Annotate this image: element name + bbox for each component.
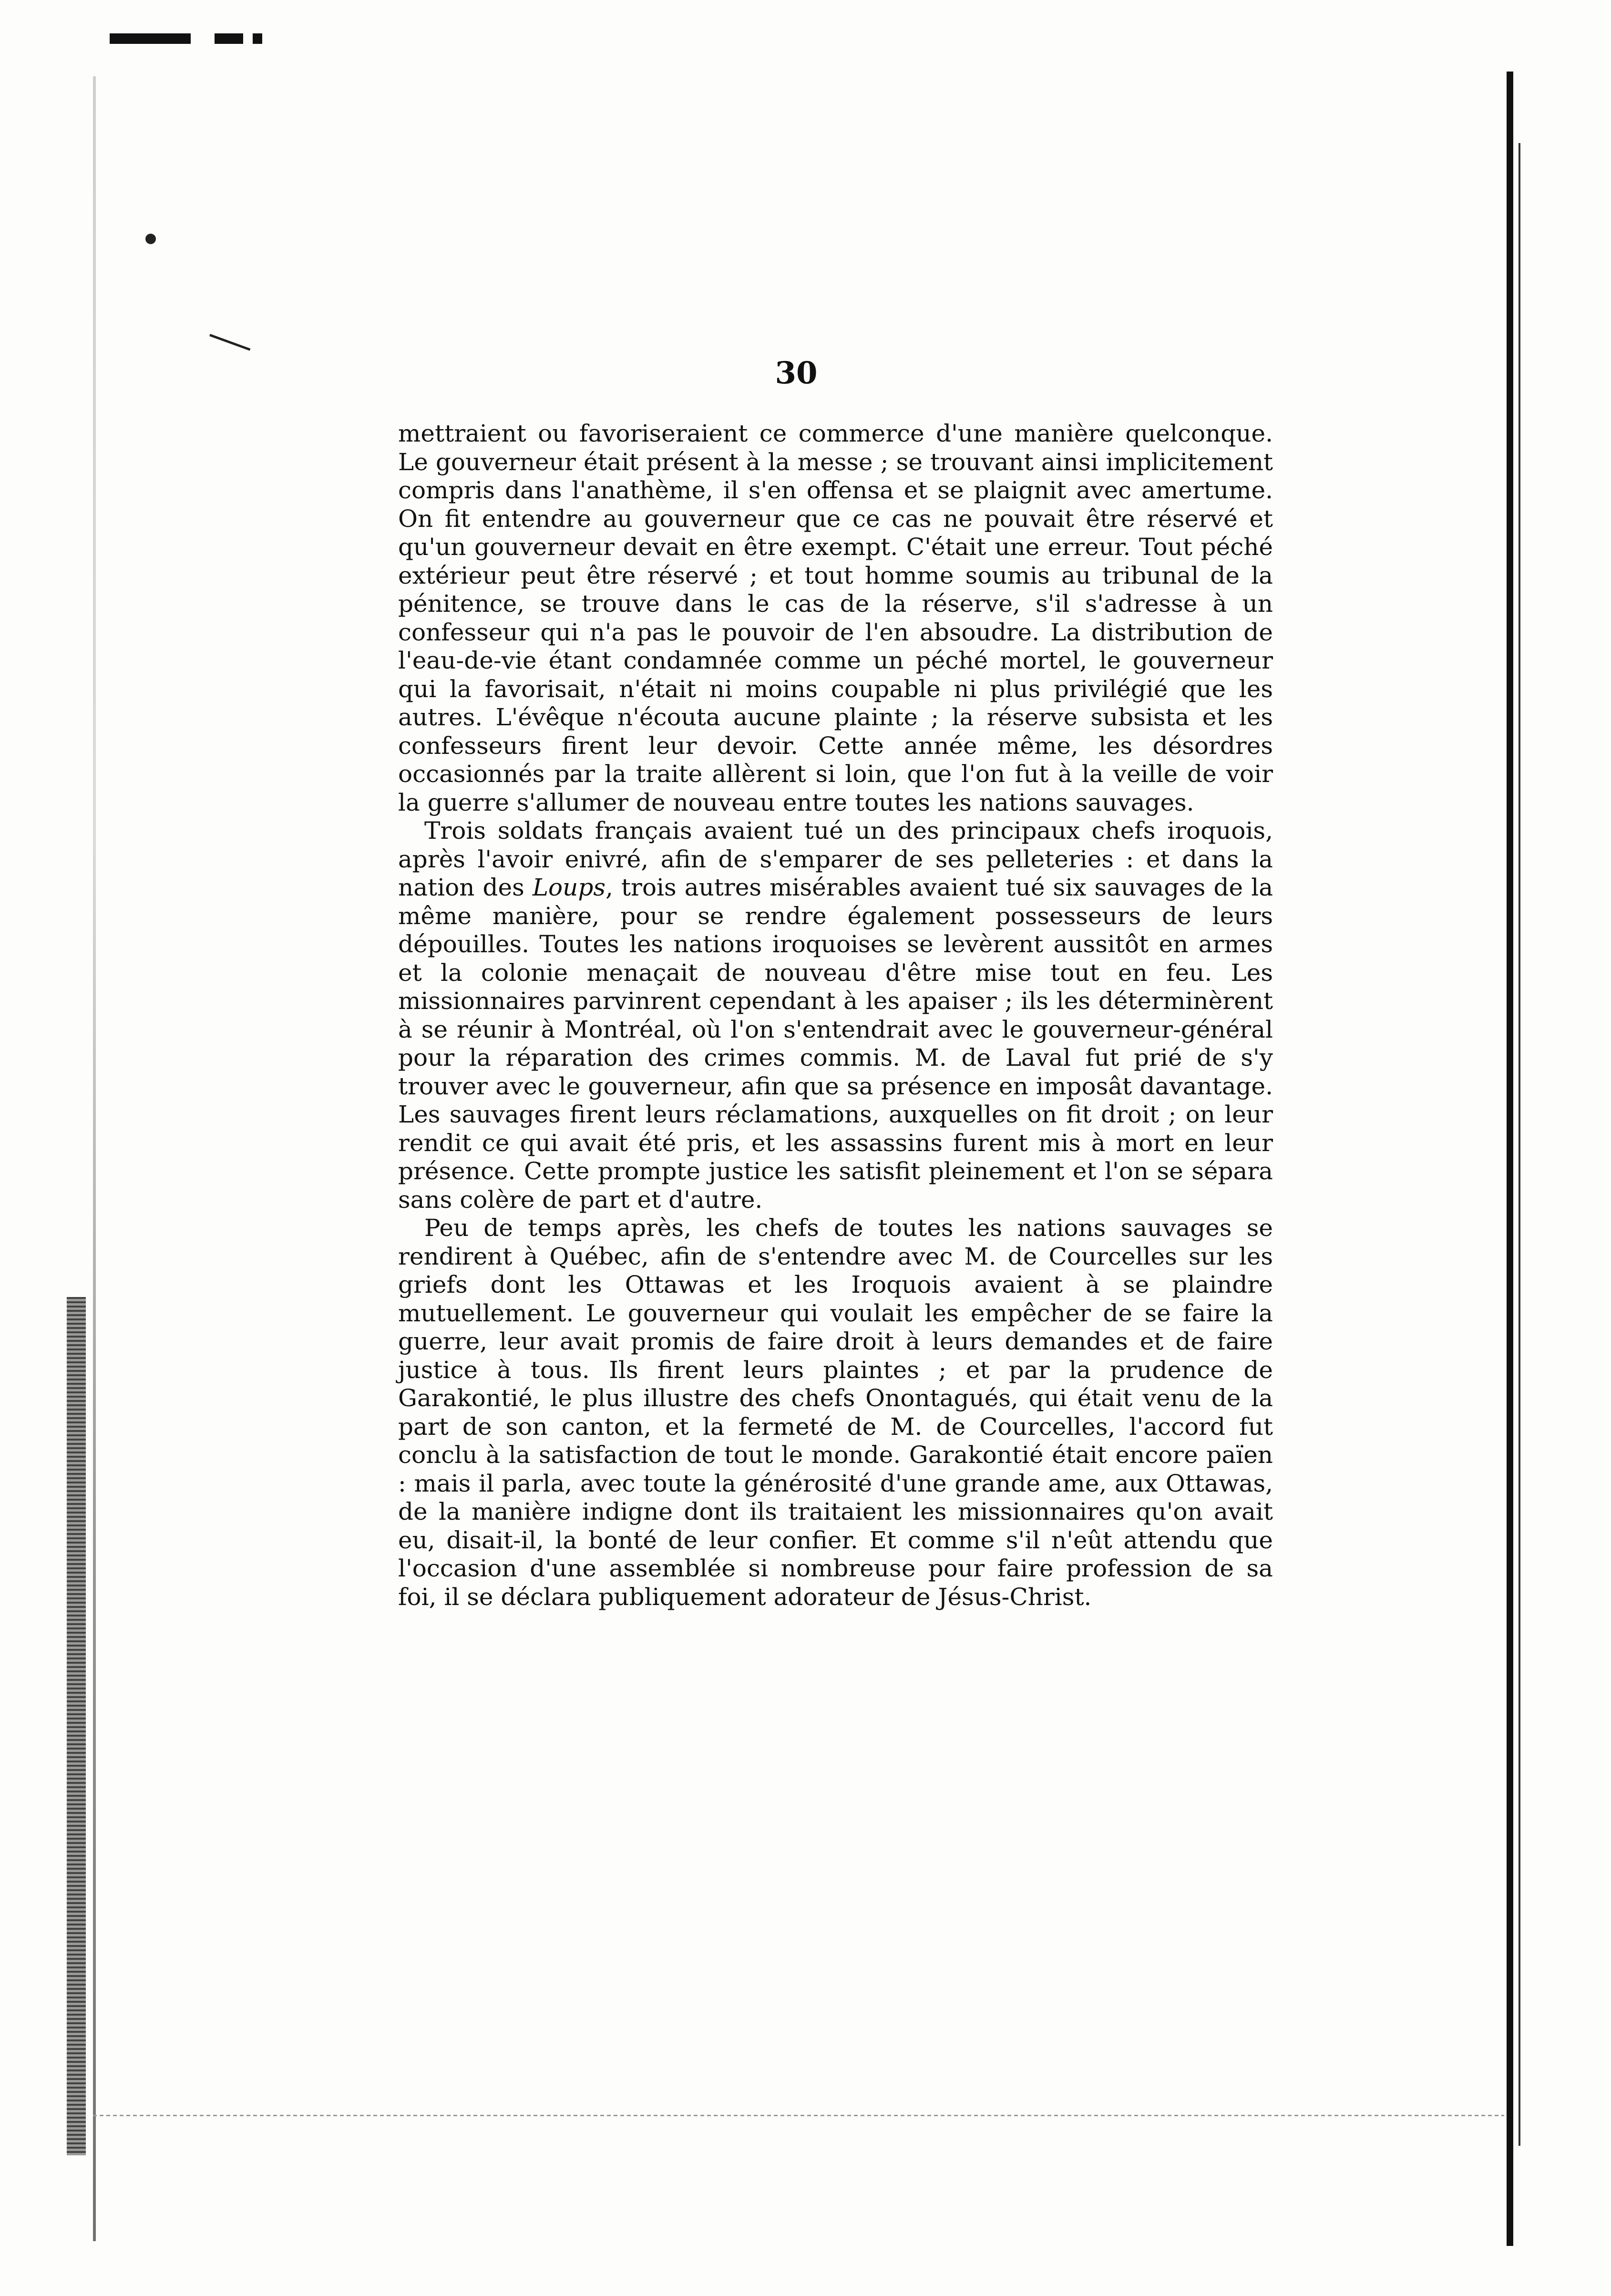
italic-text: Loups: [532, 874, 605, 901]
page-bottom-edge: [93, 2115, 1504, 2116]
page-edge-right: [1507, 72, 1513, 2246]
text-segment: , trois autres misérables avaient tué six sauvages de la même manière, pour se rendre également possesseurs de leurs dépouilles. Toutes les nations iroquoises se levèrent aussitôt en armes et la colonie menaçait de nouveau d'être mise tout en feu. Les missionnaires parvinrent cependant à les apaiser ; ils les déterminèrent à se réunir à Montréal, où l'on s'entendrait avec le gouverneur-général pour la réparation des crimes commis. M. de Laval fut prié de s'y trouver avec le gouverneur, afin que sa présence en imposât davantage. Les sauvages firent leurs réclamations, auxquelles on fit droit ; on leur rendit ce qui avait été pris, et les assassins furent mis à mort en leur présence. Cette prompte justice les satisfit pleinement et l'on se sépara sans colère de part et d'autre.: [398, 874, 1273, 1214]
text-segment: mettraient ou favoriseraient ce commerce d'une manière quelconque. Le gouverneur était présent à la messe ; se trouvant ainsi implicitement compris dans l'anathème, il s'en offensa et se plaignit avec amertume. On fit entendre au gouverneur que ce cas ne pouvait être réservé et qu'un gouverneur devait en être exempt. C'était une erreur. Tout péché extérieur peut être réservé ; et tout homme soumis au tribunal de la pénitence, se trouve dans le cas de la réserve, s'il s'adresse à un confesseur qui n'a pas le pouvoir de l'en absoudre. La distribution de l'eau-de-vie étant condamnée comme un péché mortel, le gouverneur qui la favorisait, n'était ni moins coupable ni plus privilégié que les autres. L'évêque n'écouta aucune plainte ; la réserve subsista et les confesseurs firent leur devoir. Cette année même, les désordres occasionnés par la traite allèrent si loin, que l'on fut à la veille de voir la guerre s'allumer de nouveau entre toutes les nations sauvages.: [398, 420, 1273, 816]
paragraph: [398, 817, 1273, 1214]
body-text: [398, 420, 1273, 1611]
text-segment: Trois soldats français avaient tué un des principaux chefs iroquois, après l'avoir enivré, afin de s'emparer de ses pelleteries : et dans la nation des: [398, 817, 1273, 901]
page-number: 30: [775, 355, 818, 391]
page-edge-left: [93, 76, 96, 2241]
scan-artifact-bar: [215, 33, 243, 44]
ink-spot: [145, 234, 156, 244]
page-edge-right-inner: [1519, 143, 1520, 2146]
scan-artifact-bar: [253, 33, 262, 44]
scan-artifact-bar: [110, 33, 191, 44]
paragraph: [398, 1214, 1273, 1611]
paragraph: [398, 420, 1273, 817]
ink-mark: [209, 334, 250, 350]
binding-shadow: [67, 1297, 86, 2155]
text-segment: Peu de temps après, les chefs de toutes les nations sauvages se rendirent à Québec, afin de s'entendre avec M. de Courcelles sur les griefs dont les Ottawas et les Iroquois avaient à se plaindre mutuellement. Le gouverneur qui voulait les empêcher de se faire la guerre, leur avait promis de faire droit à leurs demandes et de faire justice à tous. Ils firent leurs plaintes ; et par la prudence de Garakontié, le plus illustre des chefs Onontagués, qui était venu de la part de son canton, et la fermeté de M. de Courcelles, l'accord fut conclu à la satisfaction de tout le monde. Garakontié était encore païen : mais il parla, avec toute la générosité d'une grande ame, aux Ottawas, de la manière indigne dont ils traitaient les missionnaires qu'on avait eu, disait-il, la bonté de leur confier. Et comme s'il n'eût attendu que l'occasion d'une assemblée si nombreuse pour faire profession de sa foi, il se déclara publiquement adorateur de Jésus-Christ.: [398, 1214, 1273, 1611]
